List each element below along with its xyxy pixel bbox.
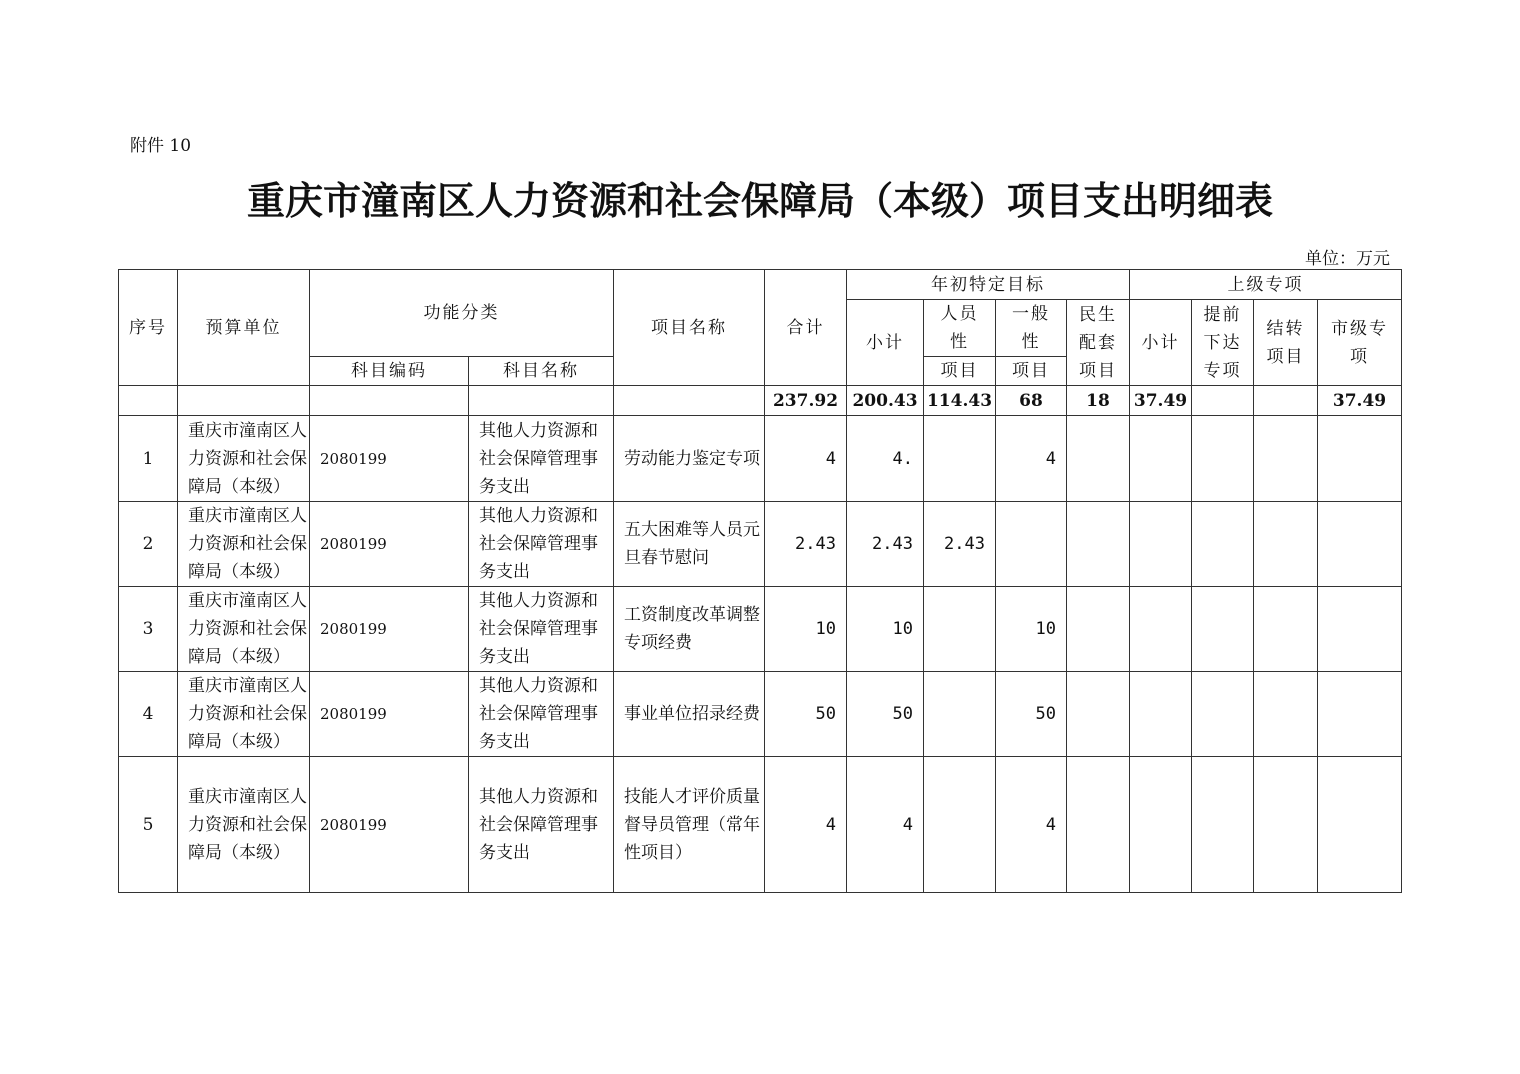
totals-livelihood: 18 (1067, 386, 1130, 416)
row-seq: 3 (119, 587, 178, 672)
row-project-name: 劳动能力鉴定专项 (614, 416, 765, 502)
row-personnel (924, 587, 996, 672)
row-total: 2.43 (765, 502, 847, 587)
totals-seq (119, 386, 178, 416)
table-row (119, 587, 1402, 672)
row-advance (1192, 757, 1254, 893)
row-project-name: 事业单位招录经费 (614, 672, 765, 757)
row-sup-subtotal (1130, 587, 1192, 672)
row-livelihood (1067, 416, 1130, 502)
header-city-special: 市级专 项 (1318, 300, 1402, 386)
row-project-name: 工资制度改革调整专项经费 (614, 587, 765, 672)
row-livelihood (1067, 587, 1130, 672)
row-carryover (1254, 416, 1318, 502)
totals-advance (1192, 386, 1254, 416)
header-general-top: 一般 性 (996, 300, 1067, 357)
totals-carryover (1254, 386, 1318, 416)
row-advance (1192, 502, 1254, 587)
row-general: 50 (996, 672, 1067, 757)
row-total: 4 (765, 757, 847, 893)
row-subject-name: 其他人力资源和社会保障管理事务支出 (469, 587, 614, 672)
row-general (996, 502, 1067, 587)
row-subject-code: 2080199 (310, 757, 469, 893)
row-subtotal: 50 (847, 672, 924, 757)
project-expenditure-table (118, 269, 1402, 893)
row-subtotal: 4 (847, 757, 924, 893)
header-advance: 提前 下达 专项 (1192, 300, 1254, 386)
row-personnel (924, 416, 996, 502)
header-budget-unit: 预算单位 (178, 270, 310, 386)
table-row (119, 502, 1402, 587)
row-budget-unit: 重庆市潼南区人力资源和社会保障局（本级） (178, 587, 310, 672)
row-sup-subtotal (1130, 672, 1192, 757)
row-subtotal: 2.43 (847, 502, 924, 587)
row-seq: 2 (119, 502, 178, 587)
attachment-label: 附件 10 (130, 136, 192, 156)
totals-sup-subtotal: 37.49 (1130, 386, 1192, 416)
row-seq: 4 (119, 672, 178, 757)
table-row (119, 672, 1402, 757)
row-subject-code: 2080199 (310, 587, 469, 672)
row-personnel: 2.43 (924, 502, 996, 587)
row-city-special (1318, 587, 1402, 672)
header-project-name: 项目名称 (614, 270, 765, 386)
row-personnel (924, 757, 996, 893)
unit-label: 单位：万元 (1305, 249, 1390, 269)
header-subtotal: 小计 (847, 300, 924, 386)
row-subtotal: 4. (847, 416, 924, 502)
header-general-bottom: 项目 (996, 357, 1067, 386)
row-advance (1192, 587, 1254, 672)
row-subject-name: 其他人力资源和社会保障管理事务支出 (469, 416, 614, 502)
row-subject-code: 2080199 (310, 672, 469, 757)
header-carryover: 结转 项目 (1254, 300, 1318, 386)
row-city-special (1318, 416, 1402, 502)
row-project-name: 五大困难等人员元旦春节慰问 (614, 502, 765, 587)
row-subject-code: 2080199 (310, 502, 469, 587)
header-total: 合计 (765, 270, 847, 386)
row-city-special (1318, 502, 1402, 587)
totals-project (614, 386, 765, 416)
document-title: 重庆市潼南区人力资源和社会保障局（本级）项目支出明细表 (246, 179, 1273, 223)
row-carryover (1254, 502, 1318, 587)
header-personnel-bottom: 项目 (924, 357, 996, 386)
header-personnel-top: 人员 性 (924, 300, 996, 357)
totals-subtotal: 200.43 (847, 386, 924, 416)
table-row (119, 757, 1402, 893)
totals-city-special: 37.49 (1318, 386, 1402, 416)
row-general: 4 (996, 416, 1067, 502)
header-seq: 序号 (119, 270, 178, 386)
row-carryover (1254, 672, 1318, 757)
row-budget-unit: 重庆市潼南区人力资源和社会保障局（本级） (178, 757, 310, 893)
row-sup-subtotal (1130, 502, 1192, 587)
row-livelihood (1067, 672, 1130, 757)
row-subject-name: 其他人力资源和社会保障管理事务支出 (469, 757, 614, 893)
totals-subject (469, 386, 614, 416)
totals-general: 68 (996, 386, 1067, 416)
row-subject-name: 其他人力资源和社会保障管理事务支出 (469, 502, 614, 587)
header-initial-target: 年初特定目标 (847, 270, 1130, 300)
row-project-name: 技能人才评价质量督导员管理（常年性项目） (614, 757, 765, 893)
row-livelihood (1067, 502, 1130, 587)
row-livelihood (1067, 757, 1130, 893)
header-livelihood: 民生 配套 项目 (1067, 300, 1130, 386)
header-function-class: 功能分类 (310, 270, 614, 357)
totals-code (310, 386, 469, 416)
row-seq: 1 (119, 416, 178, 502)
row-subject-code: 2080199 (310, 416, 469, 502)
row-budget-unit: 重庆市潼南区人力资源和社会保障局（本级） (178, 502, 310, 587)
row-general: 10 (996, 587, 1067, 672)
totals-row (119, 386, 1402, 416)
row-sup-subtotal (1130, 757, 1192, 893)
row-advance (1192, 416, 1254, 502)
row-advance (1192, 672, 1254, 757)
row-subject-name: 其他人力资源和社会保障管理事务支出 (469, 672, 614, 757)
row-city-special (1318, 672, 1402, 757)
row-sup-subtotal (1130, 416, 1192, 502)
row-carryover (1254, 587, 1318, 672)
row-total: 10 (765, 587, 847, 672)
header-sup-subtotal: 小计 (1130, 300, 1192, 386)
totals-personnel: 114.43 (924, 386, 996, 416)
row-budget-unit: 重庆市潼南区人力资源和社会保障局（本级） (178, 416, 310, 502)
header-subject-name: 科目名称 (469, 357, 614, 386)
header-superior-special: 上级专项 (1130, 270, 1402, 300)
row-carryover (1254, 757, 1318, 893)
row-general: 4 (996, 757, 1067, 893)
header-subject-code: 科目编码 (310, 357, 469, 386)
row-city-special (1318, 757, 1402, 893)
row-seq: 5 (119, 757, 178, 893)
totals-unit (178, 386, 310, 416)
row-personnel (924, 672, 996, 757)
row-total: 50 (765, 672, 847, 757)
row-subtotal: 10 (847, 587, 924, 672)
table-row (119, 416, 1402, 502)
row-total: 4 (765, 416, 847, 502)
totals-total: 237.92 (765, 386, 847, 416)
row-budget-unit: 重庆市潼南区人力资源和社会保障局（本级） (178, 672, 310, 757)
